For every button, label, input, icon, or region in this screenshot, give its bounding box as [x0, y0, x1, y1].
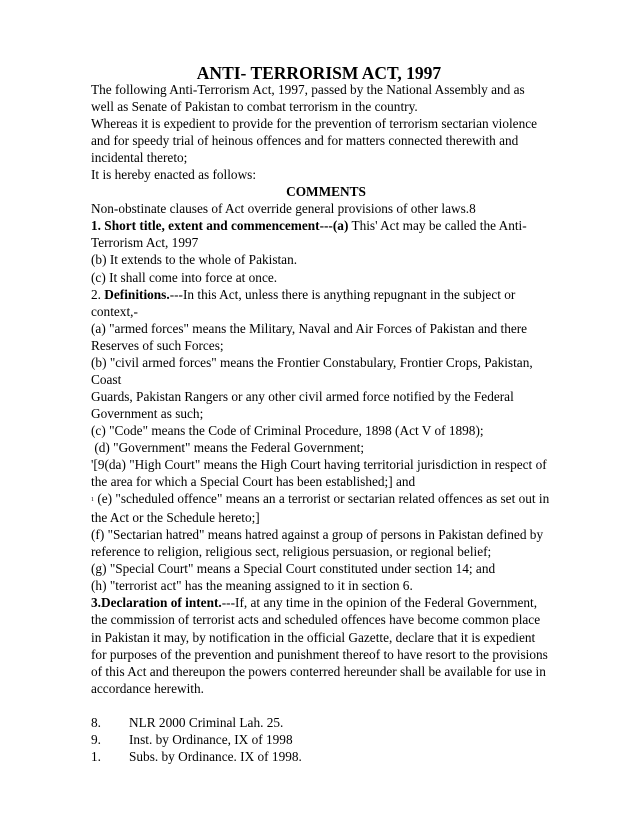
section-3-heading-line — [91, 594, 561, 611]
comments-heading: COMMENTS — [286, 184, 366, 200]
definition-line: (c) "Code" means the Code of Criminal Procedure, 1898 (Act V of 1898); — [91, 422, 484, 438]
section-3-line: for purposes of the prevention and punishment thereof to have resort to the provisions — [91, 646, 548, 662]
section-1-text: This' Act may be called the Anti- — [348, 218, 527, 234]
definition-line: (d) "Government" means the Federal Government; — [91, 439, 365, 455]
intro-line: Whereas it is expedient to provide for the prevention of terrorism sectarian violence — [91, 116, 538, 132]
section-3-line: accordance herewith. — [91, 680, 204, 696]
definition-line: (g) "Special Court" means a Special Court constituted under section 14; and — [91, 561, 496, 577]
section-1-heading: 1. Short title, extent and commencement---(a) — [91, 218, 349, 234]
section-2-line: context,- — [91, 303, 138, 319]
section-2-text: ---In this Act, unless there is anything repugnant in the subject or — [169, 286, 516, 302]
definition-line: Coast — [91, 371, 122, 387]
definition-line-e — [91, 490, 561, 509]
section-2-heading-line — [91, 286, 561, 303]
definition-line: (h) "terrorist act" has the meaning assigned to it in section 6. — [91, 578, 413, 594]
footnote-text: Subs. by Ordinance. IX of 1998. — [129, 748, 302, 764]
footnote — [91, 748, 561, 765]
section-3-line: of this Act and thereupon the powers conterred hereunder shall be available for use in — [91, 663, 546, 679]
footnote-marker: 1 — [91, 497, 94, 504]
definition-line: (f) "Sectarian hatred" means hatred against a group of persons in Pakistan defined by — [91, 527, 544, 543]
footnote — [91, 731, 561, 748]
footnote — [91, 714, 561, 731]
definition-line: reference to religion, religious sect, religious persuasion, or regional belief; — [91, 544, 492, 560]
intro-line: and for speedy trial of heinous offences and for matters connected therewith and — [91, 133, 519, 149]
section-1-clause-b: (b) It extends to the whole of Pakistan. — [91, 252, 298, 268]
footnote-number: 8. — [91, 714, 101, 730]
footnote-number: 1. — [91, 748, 101, 764]
definition-line: the Act or the Schedule hereto;] — [91, 510, 260, 526]
section-1-line: Terrorism Act, 1997 — [91, 235, 199, 251]
intro-line: incidental thereto; — [91, 150, 188, 166]
definition-line: Guards, Pakistan Rangers or any other civil armed force notified by the Federal — [91, 388, 514, 404]
intro-line: It is hereby enacted as follows: — [91, 167, 257, 183]
definition-line: the area for which a Special Court has been established;] and — [91, 474, 416, 490]
comments-text: Non-obstinate clauses of Act override general provisions of other laws.8 — [91, 201, 476, 217]
document-body — [91, 81, 561, 765]
section-3-heading: 3.Declaration of intent. — [91, 595, 222, 611]
definition-line: (a) "armed forces" means the Military, Naval and Air Forces of Pakistan and there — [91, 320, 528, 336]
section-3-line: the commission of terrorist acts and scheduled offences have become common place — [91, 612, 541, 628]
intro-line: well as Senate of Pakistan to combat terrorism in the country. — [91, 99, 418, 115]
spacer — [91, 697, 561, 714]
section-1-clause-c: (c) It shall come into force at once. — [91, 269, 278, 285]
definition-line: (b) "civil armed forces" means the Frontier Constabulary, Frontier Crops, Pakistan, — [91, 354, 533, 370]
footnote-text: Inst. by Ordinance, IX of 1998 — [129, 731, 293, 747]
section-3-text: ---If, at any time in the opinion of the Federal Government, — [221, 595, 538, 611]
section-2-number: 2. — [91, 286, 105, 302]
footnote-number: 9. — [91, 731, 101, 747]
footnote-text: NLR 2000 Criminal Lah. 25. — [129, 714, 284, 730]
section-1-heading-line — [91, 217, 561, 234]
definition-text: (e) "scheduled offence" means an a terrorist or sectarian related offences as set out in — [94, 491, 550, 507]
section-3-line: in Pakistan it may, by notification in the official Gazette, declare that it is expedient — [91, 629, 536, 645]
definition-line: '[9(da) "High Court" means the High Court having territorial jurisdiction in respect of — [91, 457, 547, 473]
section-2-heading: Definitions. — [104, 286, 170, 302]
intro-line: The following Anti-Terrorism Act, 1997, passed by the National Assembly and as — [91, 82, 525, 97]
definition-line: Government as such; — [91, 405, 204, 421]
definition-line: Reserves of such Forces; — [91, 337, 224, 353]
document-title: ANTI- TERRORISM ACT, 1997 — [196, 63, 442, 83]
